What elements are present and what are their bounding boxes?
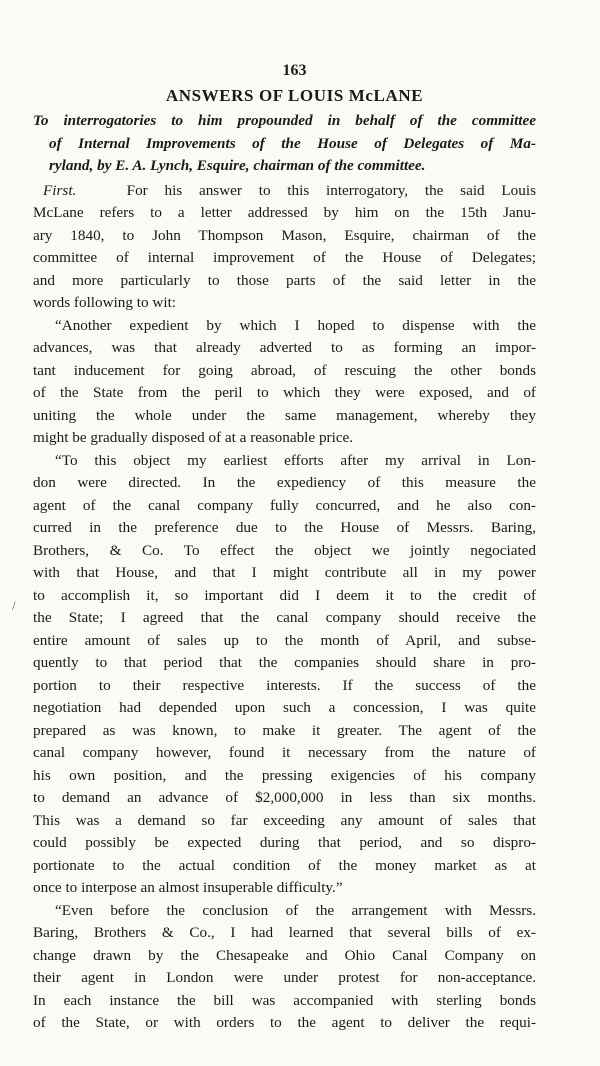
margin-mark: / <box>12 598 16 613</box>
text-line: prepared as was known, to make it greater. The agent of the <box>33 721 536 739</box>
text-line: with that House, and that I might contribute all in my power <box>33 564 536 581</box>
text-line: quently to that period that the companies should share in pro- <box>33 654 536 671</box>
subheading-line: ryland, by E. A. Lynch, Esquire, chairman of the committee. <box>49 157 426 174</box>
text-line: Baring, Brothers & Co., I had learned that several bills of ex- <box>33 924 536 941</box>
text-line: change drawn by the Chesapeake and Ohio Canal Company on <box>33 946 536 964</box>
text-line: ary 1840, to John Thompson Mason, Esquire, chairman of the <box>33 226 536 244</box>
text-line: McLane refers to a letter addressed by him on the 15th Janu- <box>33 204 536 221</box>
text-line: curred in the preference due to the House of Messrs. Baring, <box>33 519 536 536</box>
text-line: agent of the canal company fully concurred, and he also con- <box>33 496 536 514</box>
text-line <box>33 180 536 203</box>
text-line: his own position, and the pressing exigencies of his company <box>33 766 536 784</box>
text-line: entire amount of sales up to the month of April, and subse- <box>33 631 536 649</box>
text-line: “To this object my earliest efforts after my arrival in Lon- <box>55 451 536 469</box>
text-line-content: For his answer to this interrogatory, the said Louis <box>126 181 536 199</box>
text-line: once to interpose an almost insuperable difficulty.” <box>33 879 343 896</box>
text-line: negotiation had depended upon such a concession, I was quite <box>33 699 536 716</box>
subheading-line: To interrogatories to him propounded in behalf of the committee <box>33 112 536 129</box>
text-line: tant inducement for going abroad, of rescuing the other bonds <box>33 361 536 379</box>
subheading <box>33 110 536 178</box>
text-line: In each instance the bill was accompanied with sterling bonds <box>33 991 536 1009</box>
text-line: canal company however, found it necessary from the nature of <box>33 744 536 761</box>
text-line: “Another expedient by which I hoped to dispense with the <box>55 316 536 334</box>
page-number: 163 <box>282 62 307 79</box>
text-line: portion to their respective interests. If the success of the <box>33 676 536 694</box>
text-line: don were directed. In the expediency of this measure the <box>33 474 536 491</box>
text-line: might be gradually disposed of at a reasonable price. <box>33 429 354 446</box>
page-title: ANSWERS OF LOUIS McLANE <box>165 86 424 105</box>
text-line: of the State, or with orders to the agent to deliver the requi- <box>33 1014 536 1031</box>
text-line: could possibly be expected during that period, and so dispro- <box>33 834 536 851</box>
lead-word: First. <box>43 181 77 199</box>
text-line: committee of internal improvement of the House of Delegates; <box>33 249 536 266</box>
body-text <box>33 180 536 1035</box>
text-line: words following to wit: <box>33 294 177 311</box>
text-line: to accomplish it, so important did I deem it to the credit of <box>33 586 536 604</box>
text-line: to demand an advance of $2,000,000 in less than six months. <box>33 789 536 806</box>
text-line: advances, was that already adverted to as forming an impor- <box>33 339 536 356</box>
subheading-line: of Internal Improvements of the House of Delegates of Ma- <box>49 134 536 152</box>
text-line: of the State from the peril to which they were exposed, and of <box>33 384 536 401</box>
text-line: “Even before the conclusion of the arrangement with Messrs. <box>55 901 536 919</box>
text-line: portionate to the actual condition of the money market as at <box>33 856 536 874</box>
text-line: Brothers, & Co. To effect the object we jointly negociated <box>33 541 536 559</box>
text-line: This was a demand so far exceeding any amount of sales that <box>33 811 536 829</box>
text-line: their agent in London were under protest for non-acceptance. <box>33 969 536 986</box>
text-line: the State; I agreed that the canal company should receive the <box>33 609 536 626</box>
text-line: uniting the whole under the same management, whereby they <box>33 406 536 424</box>
text-line: and more particularly to those parts of the said letter in the <box>33 271 536 289</box>
